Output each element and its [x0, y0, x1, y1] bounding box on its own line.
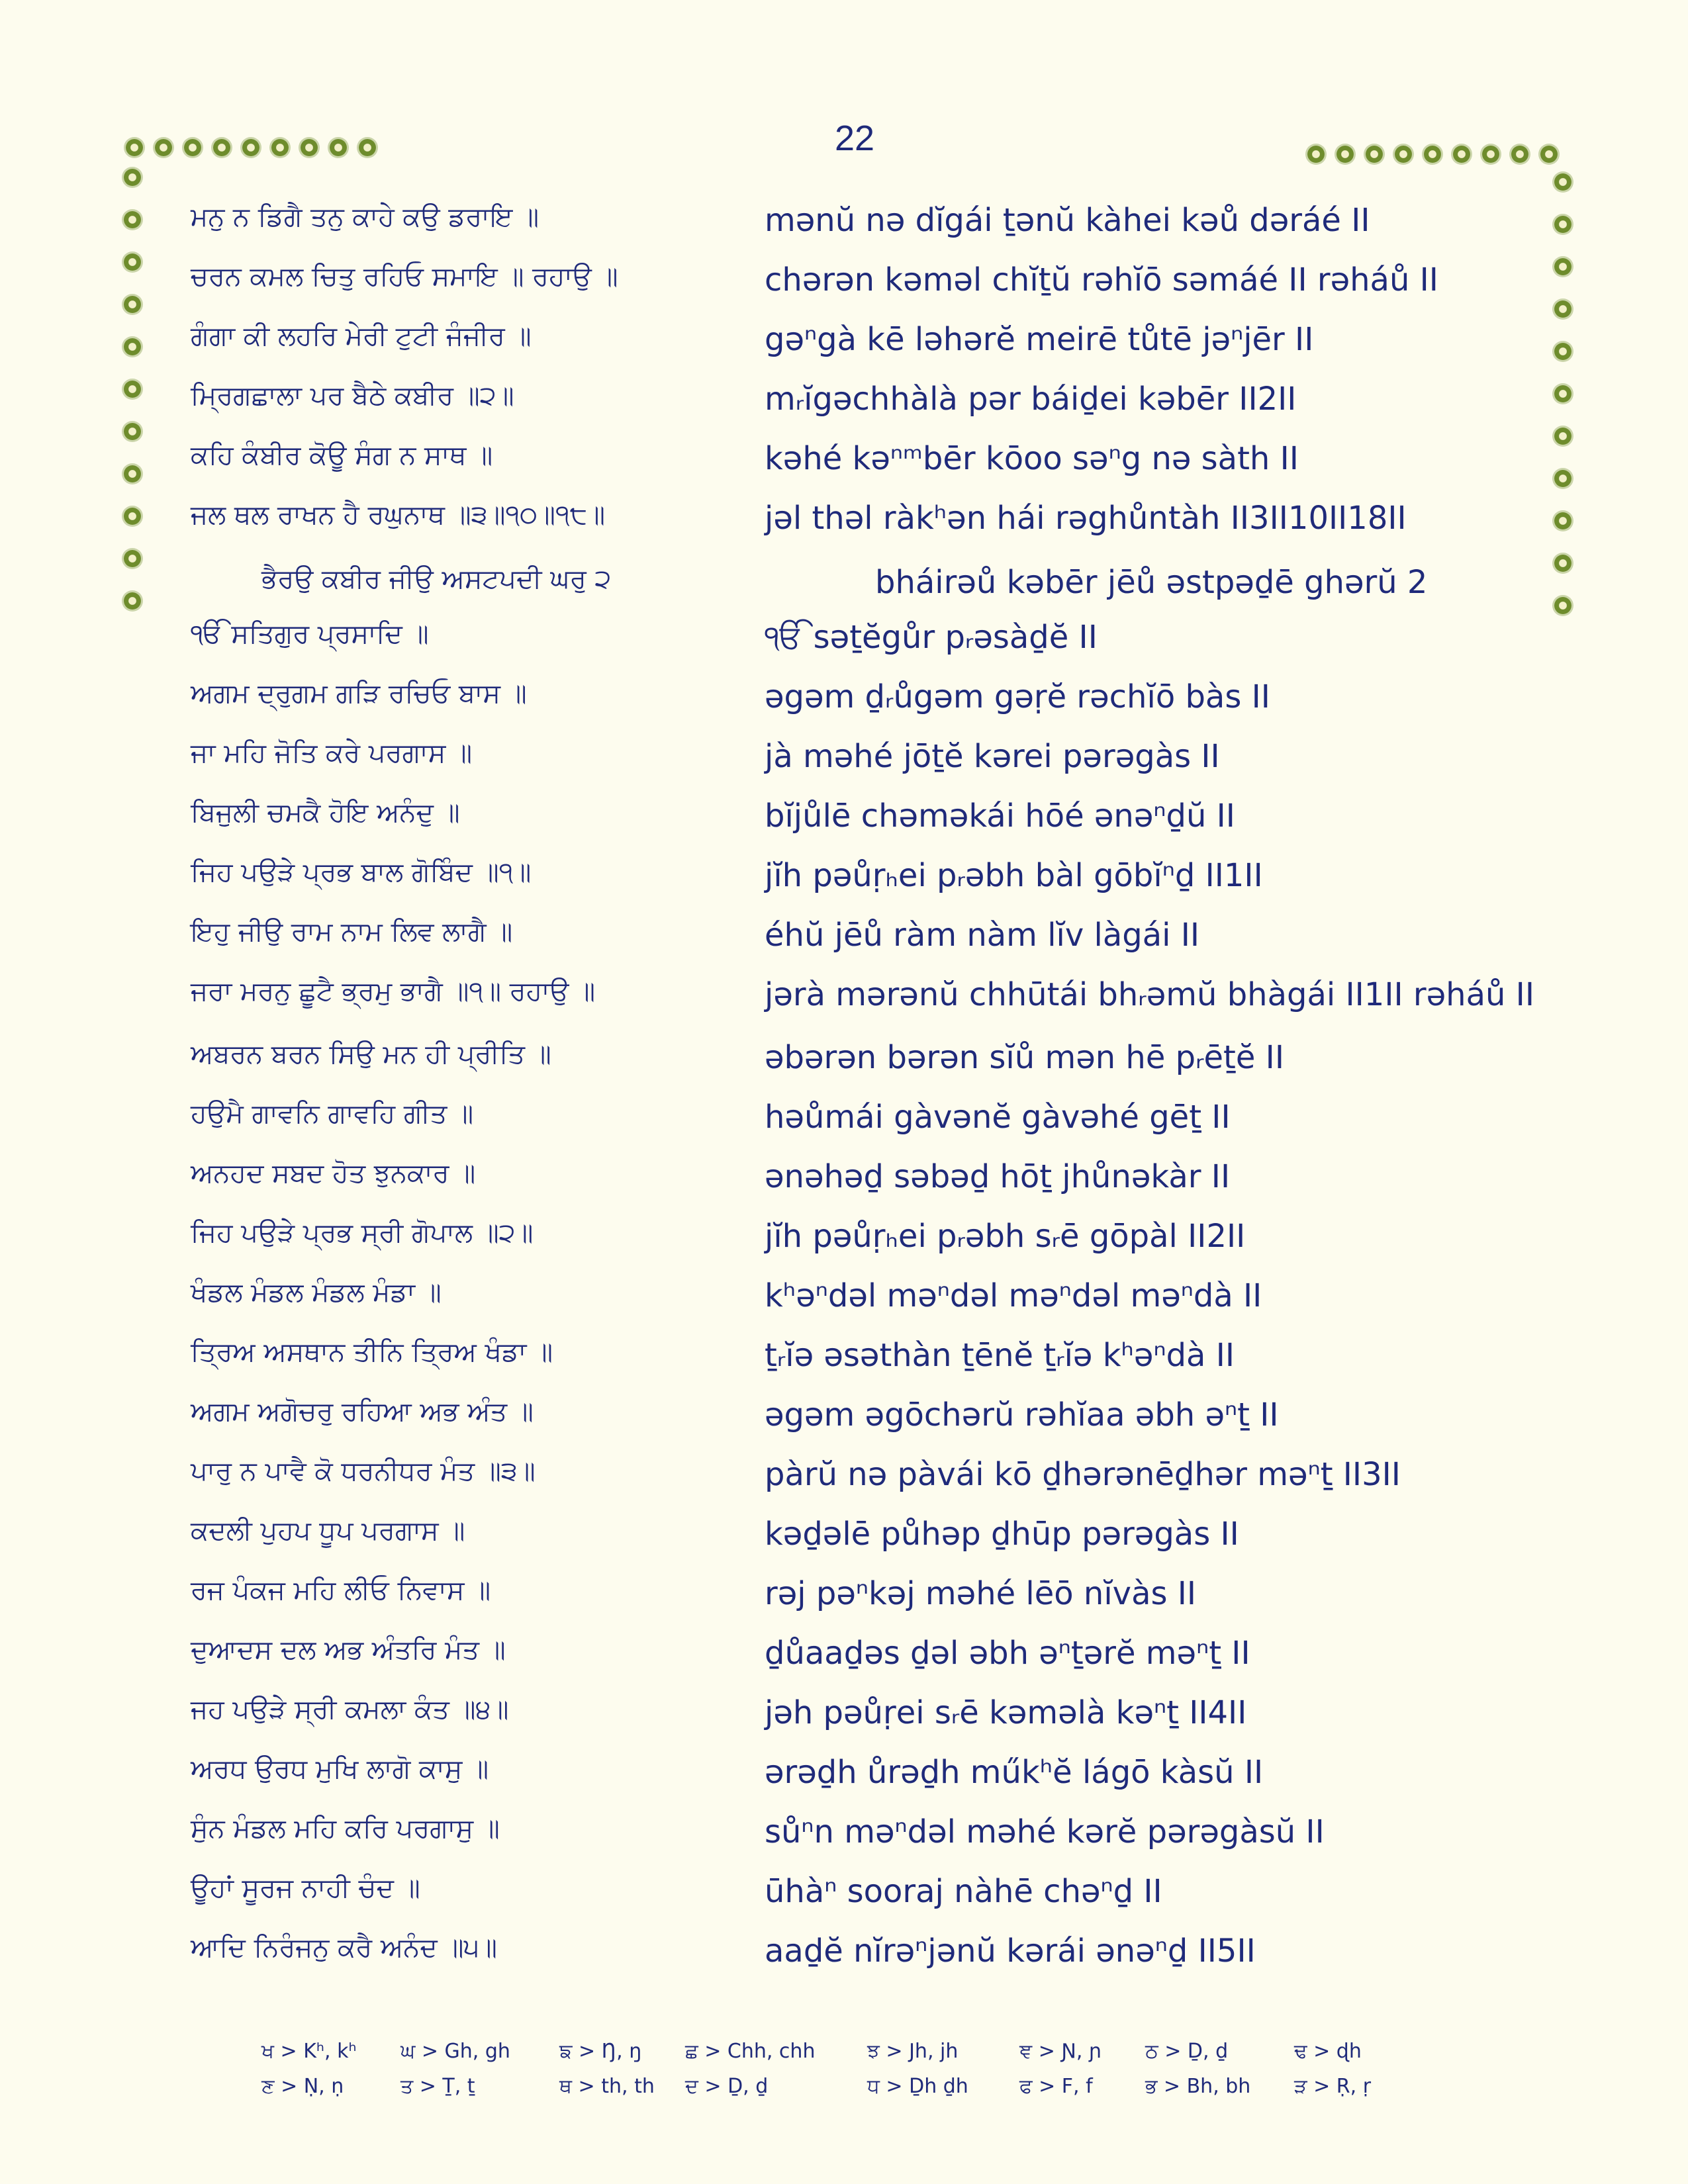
gurmukhi-text: ਸੁੰਨ ਮੰਡਲ ਮਹਿ ਕਰਿ ਪਰਗਾਸੁ ॥ — [191, 1813, 500, 1844]
gurmukhi-text: ਜਿਹ ਪਉੜੇ ਪ੍ਰਭ ਬਾਲ ਗੋਬਿੰਦ ॥੧॥ — [191, 857, 532, 887]
gurmukhi-text: ਹਉਮੈ ਗਾਵਨਿ ਗਾਵਹਿ ਗੀਤ ॥ — [191, 1099, 474, 1129]
key-entry: ਠ > Ḏ, ḏ — [1145, 2040, 1229, 2063]
transliteration-text: ṯᵣĭə əsəthàn ṯēnĕ ṯᵣĭə kʰəⁿdà II — [765, 1337, 1235, 1374]
gurmukhi-text: ਊਹਾਂ ਸੂਰਜ ਨਾਹੀ ਚੰਦ ॥ — [191, 1873, 420, 1903]
gurmukhi-text: ਤ੍ਰਿਅ ਅਸਥਾਨ ਤੀਨਿ ਤ੍ਰਿਅ ਖੰਡਾ ॥ — [191, 1337, 553, 1367]
transliteration-text: éhŭ jēů ràm nàm lĭv làgái II — [765, 917, 1200, 954]
key-entry: ਞ > Ɲ, ɲ — [1019, 2040, 1102, 2063]
gurmukhi-text: ਜਰਾ ਮਰਨੁ ਛੂਟੈ ਭ੍ਰਮੁ ਭਾਗੈ ॥੧॥ ਰਹਾਉ ॥ — [191, 976, 596, 1007]
gurmukhi-text: ਮ੍ਰਿਗਛਾਲਾ ਪਰ ਬੈਠੇ ਕਬੀਰ ॥੨॥ — [191, 381, 514, 411]
transliteration-text: pàrŭ nə pàvái kō ḏhərənēḏhər məⁿṯ II3II — [765, 1456, 1401, 1493]
transliteration-text: əgəm ḏᵣůgəm gəṛĕ rəchĭō bàs II — [765, 678, 1270, 715]
key-entry: ਙ > Ŋ, ŋ — [559, 2040, 642, 2063]
gurmukhi-text: ਜਿਹ ਪਉੜੇ ਪ੍ਰਭ ਸ੍ਰੀ ਗੋਪਾਲ ॥੨॥ — [191, 1218, 534, 1248]
transliteration-text: əbərən bərən sĭů mən hē pᵣēṯĕ II — [765, 1039, 1284, 1076]
transliteration-text: ੴ səṯĕgůr pᵣəsàḏĕ II — [765, 619, 1098, 656]
transliteration-text: bháirəů kəbēr jēů əstpəḏē ghərŭ 2 — [875, 564, 1428, 601]
key-entry: ਖ > Kʰ, kʰ — [261, 2040, 357, 2063]
key-entry: ਛ > Chh, chh — [685, 2040, 816, 2063]
gurmukhi-text: ਦੁਆਦਸ ਦਲ ਅਭ ਅੰਤਰਿ ਮੰਤ ॥ — [191, 1635, 506, 1665]
gurmukhi-text: ਭੈਰਉ ਕਬੀਰ ਜੀਉ ਅਸਟਪਦੀ ਘਰੁ ੨ — [261, 564, 612, 594]
transliteration-text: əgəm əgōchərŭ rəhĭaa əbh əⁿṯ II — [765, 1396, 1279, 1433]
transliteration-text: kəḏəlē půhəp ḏhūp pərəgàs II — [765, 1516, 1239, 1553]
transliteration-text: jà məhé jōṯĕ kərei pərəgàs II — [765, 738, 1220, 775]
gurmukhi-text: ਮਨੁ ਨ ਡਿਗੈ ਤਨੁ ਕਾਹੇ ਕਉ ਡਰਾਇ ॥ — [191, 202, 539, 232]
key-entry: ਥ > th, th — [559, 2075, 655, 2098]
gurmukhi-text: ਪਾਰੁ ਨ ਪਾਵੈ ਕੋ ਧਰਨੀਧਰ ਮੰਤ ॥੩॥ — [191, 1456, 536, 1486]
page-number: 22 — [834, 118, 875, 158]
gurmukhi-text: ਚਰਨ ਕਮਲ ਚਿਤੁ ਰਹਿਓ ਸਮਾਇ ॥ ਰਹਾਉ ॥ — [191, 261, 618, 292]
gurmukhi-text: ਅਬਰਨ ਬਰਨ ਸਿਉ ਮਨ ਹੀ ਪ੍ਰੀਤਿ ॥ — [191, 1039, 551, 1069]
gurmukhi-text: ਗੰਗਾ ਕੀ ਲਹਰਿ ਮੇਰੀ ਟੁਟੀ ਜੰਜੀਰ ॥ — [191, 321, 532, 351]
transliteration-text: kʰəⁿdəl məⁿdəl məⁿdəl məⁿdà II — [765, 1277, 1262, 1314]
gurmukhi-text: ਜਾ ਮਹਿ ਜੋਤਿ ਕਰੇ ਪਰਗਾਸ ॥ — [191, 738, 473, 768]
key-entry: ਘ > Gh, gh — [400, 2040, 510, 2063]
transliteration-text: ūhàⁿ sooraj nàhē chəⁿḏ II — [765, 1873, 1162, 1910]
transliteration-text: ənəhəḏ səbəḏ hōṯ jhůnəkàr II — [765, 1158, 1231, 1195]
gurmukhi-text: ਅਗਮ ਅਗੋਚਰੁ ਰਹਿਆ ਅਭ ਅੰਤ ॥ — [191, 1396, 534, 1427]
gurmukhi-text: ਆਦਿ ਨਿਰੰਜਨੁ ਕਰੈ ਅਨੰਦ ॥੫॥ — [191, 1933, 497, 1963]
transliteration-text: mənŭ nə dĭgái ṯənŭ kàhei kəů dəráé II — [765, 202, 1370, 239]
key-entry: ਣ > Ṇ, ṇ — [261, 2075, 344, 2098]
gurmukhi-text: ਬਿਜੁਲੀ ਚਮਕੈ ਹੋਇ ਅਨੰਦੁ ॥ — [191, 797, 460, 828]
gurmukhi-text: ਜਲ ਥਲ ਰਾਖਨ ਹੈ ਰਘੁਨਾਥ ॥੩॥੧੦॥੧੮॥ — [191, 500, 606, 530]
transliteration-text: ərəḏh ůrəḏh műkʰĕ lágō kàsŭ II — [765, 1754, 1264, 1791]
transliteration-text: aaḏĕ nĭrəⁿjənŭ kərái ənəⁿḏ II5II — [765, 1933, 1256, 1970]
key-entry: ਫ > F, f — [1019, 2075, 1093, 2098]
key-entry: ਧ > Ḏh ḏh — [867, 2075, 968, 2098]
transliteration-text: həůmái gàvənĕ gàvəhé gēṯ II — [765, 1099, 1231, 1136]
gurmukhi-text: ਖੰਡਲ ਮੰਡਲ ਮੰਡਲ ਮੰਡਾ ॥ — [191, 1277, 442, 1308]
key-entry: ੜ > Ṛ, ṛ — [1294, 2075, 1372, 2098]
key-entry: ਭ > Bh, bh — [1145, 2075, 1251, 2098]
transliteration-text: jĭh pəůṛₕei pᵣəbh sᵣē gōpàl II2II — [765, 1218, 1246, 1255]
gurmukhi-text: ਰਜ ਪੰਕਜ ਮਹਿ ਲੀਓ ਨਿਵਾਸ ॥ — [191, 1575, 491, 1606]
gurmukhi-text: ਅਰਧ ਉਰਧ ਮੁਖਿ ਲਾਗੋ ਕਾਸੁ ॥ — [191, 1754, 489, 1784]
transliteration-text: mᵣĭgəchhàlà pər báiḏei kəbēr II2II — [765, 381, 1297, 418]
gurmukhi-text: ਇਹੁ ਜੀਉ ਰਾਮ ਨਾਮ ਲਿਵ ਲਾਗੈ ॥ — [191, 917, 513, 947]
gurmukhi-text: ਕਦਲੀ ਪੁਹਪ ਧੂਪ ਪਰਗਾਸ ॥ — [191, 1516, 465, 1546]
transliteration-text: chərən kəməl chĭṯŭ rəhĭō səmáé II rəháů II — [765, 261, 1438, 298]
gurmukhi-text: ਅਗਮ ਦ੍ਰੁਗਮ ਗੜਿ ਰਚਿਓ ਬਾਸ ॥ — [191, 678, 527, 709]
transliteration-text: jərà mərənŭ chhūtái bhᵣəmŭ bhàgái II1II rəháů II — [765, 976, 1534, 1013]
transliteration-text: kəhé kəⁿᵐbēr kōoo səⁿg nə sàth II — [765, 440, 1299, 477]
transliteration-text: ḏůaaḏəs ḏəl əbh əⁿṯərĕ məⁿṯ II — [765, 1635, 1250, 1672]
transliteration-text: jəh pəůṛei sᵣē kəməlà kəⁿṯ II4II — [765, 1694, 1247, 1731]
key-entry: ਦ > Ḏ, ḏ — [685, 2075, 769, 2098]
key-entry: ਤ > Ṯ, ṯ — [400, 2075, 475, 2098]
transliteration-text: rəj pəⁿkəj məhé lēō nĭvàs II — [765, 1575, 1197, 1612]
gurmukhi-text: ੴ ਸਤਿਗੁਰ ਪ੍ਰਸਾਦਿ ॥ — [191, 619, 429, 649]
transliteration-text: sůⁿn məⁿdəl məhé kərĕ pərəgàsŭ II — [765, 1813, 1325, 1850]
gurmukhi-text: ਕਹਿ ਕੰਬੀਰ ਕੋਊ ਸੰਗ ਨ ਸਾਥ ॥ — [191, 440, 493, 471]
key-entry: ਢ > ɖh — [1294, 2040, 1362, 2063]
transliteration-text: jĭh pəůṛₕei pᵣəbh bàl gōbĭⁿḏ II1II — [765, 857, 1263, 894]
gurmukhi-text: ਅਨਹਦ ਸਬਦ ਹੋਤ ਝੁਨਕਾਰ ॥ — [191, 1158, 476, 1189]
transliteration-text: bĭjůlē chəməkái hōé ənəⁿḏŭ II — [765, 797, 1235, 835]
transliteration-text: jəl thəl ràkʰən hái rəghůntàh II3II10II18II — [765, 500, 1407, 537]
key-entry: ਝ > Jh, jh — [867, 2040, 959, 2063]
gurmukhi-text: ਜਹ ਪਉੜੇ ਸ੍ਰੀ ਕਮਲਾ ਕੰਤ ॥੪॥ — [191, 1694, 509, 1725]
transliteration-text: gəⁿgà kē ləhərĕ meirē tůtē jəⁿjēr II — [765, 321, 1314, 358]
